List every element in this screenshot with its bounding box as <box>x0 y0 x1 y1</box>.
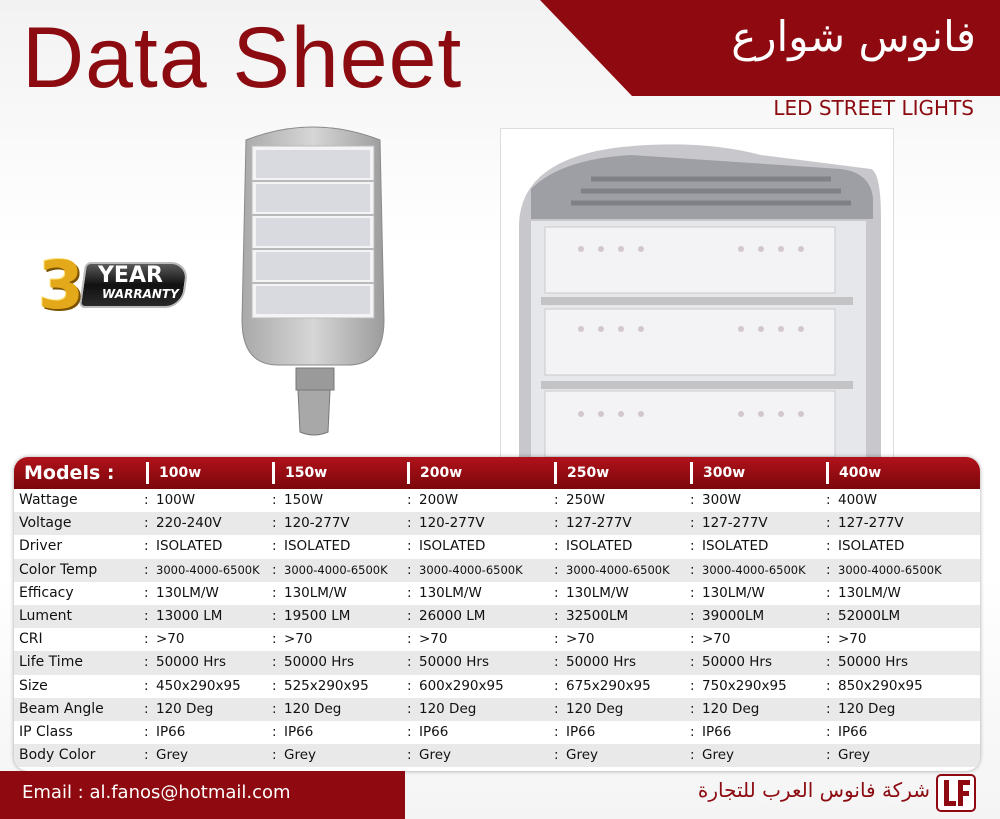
table-cell: 130LM/W <box>419 584 482 601</box>
cell-separator: : <box>144 561 149 578</box>
cell-separator: : <box>826 677 831 694</box>
cell-separator: : <box>690 654 695 671</box>
cell-separator: : <box>826 515 831 532</box>
table-cell: IP66 <box>284 723 314 740</box>
cell-separator: : <box>554 515 559 532</box>
table-cell: 220-240V <box>156 515 222 532</box>
table-cell: 250W <box>566 492 606 508</box>
cell-separator: : <box>826 492 831 508</box>
table-cell: 150W <box>284 492 324 508</box>
cell-separator: : <box>826 584 831 601</box>
table-cell: 3000-4000-6500K <box>156 562 260 577</box>
table-row <box>14 489 980 512</box>
cell-separator: : <box>554 607 559 624</box>
table-cell: 127-277V <box>566 515 632 532</box>
row-label: IP Class <box>19 723 73 740</box>
table-cell: 50000 Hrs <box>419 654 489 671</box>
arabic-title: فانوس شوارع <box>731 12 976 61</box>
cell-separator: : <box>554 747 559 764</box>
cell-separator: : <box>144 723 149 740</box>
row-label: Beam Angle <box>19 700 104 717</box>
spec-table-body <box>14 489 980 767</box>
page-title: Data Sheet <box>22 10 463 106</box>
table-cell: 750x290x95 <box>702 677 787 694</box>
table-cell: ISOLATED <box>702 538 769 555</box>
cell-separator: : <box>690 584 695 601</box>
table-cell: 50000 Hrs <box>702 654 772 671</box>
cell-separator: : <box>690 538 695 555</box>
table-cell: 130LM/W <box>566 584 629 601</box>
cell-separator: : <box>690 561 695 578</box>
cell-separator: : <box>144 654 149 671</box>
cell-separator: : <box>554 654 559 671</box>
table-cell: 3000-4000-6500K <box>419 562 523 577</box>
row-label: CRI <box>19 631 43 648</box>
model-header: 250w <box>554 462 609 484</box>
model-header: 100w <box>146 462 201 484</box>
cell-separator: : <box>272 492 277 508</box>
street-light-closeup-photo <box>500 128 894 458</box>
cell-separator: : <box>690 723 695 740</box>
table-row <box>14 559 980 582</box>
cell-separator: : <box>554 677 559 694</box>
table-cell: 3000-4000-6500K <box>838 562 942 577</box>
cell-separator: : <box>407 492 412 508</box>
cell-separator: : <box>554 538 559 555</box>
table-cell: 120 Deg <box>284 700 342 717</box>
cell-separator: : <box>690 607 695 624</box>
cell-separator: : <box>554 584 559 601</box>
cell-separator: : <box>690 515 695 532</box>
table-cell: 300W <box>702 492 742 508</box>
cell-separator: : <box>826 654 831 671</box>
table-cell: 19500 LM <box>284 607 351 624</box>
table-cell: IP66 <box>419 723 449 740</box>
cell-separator: : <box>272 584 277 601</box>
table-cell: 600x290x95 <box>419 677 504 694</box>
table-cell: >70 <box>419 631 448 648</box>
cell-separator: : <box>144 607 149 624</box>
cell-separator: : <box>272 700 277 717</box>
table-cell: 120-277V <box>284 515 350 532</box>
table-cell: ISOLATED <box>566 538 633 555</box>
table-cell: Grey <box>838 747 871 764</box>
cell-separator: : <box>272 677 277 694</box>
table-row <box>14 651 980 674</box>
table-cell: ISOLATED <box>838 538 905 555</box>
table-cell: 26000 LM <box>419 607 486 624</box>
cell-separator: : <box>144 538 149 555</box>
cell-separator: : <box>272 631 277 648</box>
cell-separator: : <box>407 515 412 532</box>
cell-separator: : <box>272 607 277 624</box>
table-cell: 52000LM <box>838 607 901 624</box>
cell-separator: : <box>272 654 277 671</box>
table-cell: IP66 <box>156 723 186 740</box>
cell-separator: : <box>554 723 559 740</box>
table-cell: 400W <box>838 492 878 508</box>
table-cell: ISOLATED <box>284 538 351 555</box>
warranty-badge <box>38 247 188 324</box>
cell-separator: : <box>826 700 831 717</box>
cell-separator: : <box>407 700 412 717</box>
table-cell: IP66 <box>566 723 596 740</box>
cell-separator: : <box>407 747 412 764</box>
row-label: Lument <box>19 607 73 624</box>
row-label: Voltage <box>19 515 72 532</box>
model-header: 300w <box>690 462 745 484</box>
cell-separator: : <box>272 538 277 555</box>
cell-separator: : <box>272 515 277 532</box>
table-row <box>14 721 980 744</box>
cell-separator: : <box>690 677 695 694</box>
cell-separator: : <box>826 631 831 648</box>
cell-separator: : <box>407 723 412 740</box>
cell-separator: : <box>407 561 412 578</box>
table-cell: >70 <box>156 631 185 648</box>
table-cell: 3000-4000-6500K <box>702 562 806 577</box>
table-cell: Grey <box>419 747 452 764</box>
table-cell: Grey <box>702 747 735 764</box>
cell-separator: : <box>144 515 149 532</box>
contact-email[interactable]: Email : al.fanos@hotmail.com <box>22 782 291 803</box>
model-header: 200w <box>407 462 462 484</box>
table-cell: 3000-4000-6500K <box>566 562 670 577</box>
cell-separator: : <box>554 561 559 578</box>
cell-separator: : <box>826 607 831 624</box>
spec-table-header <box>14 457 980 489</box>
cell-separator: : <box>272 723 277 740</box>
model-header: 400w <box>826 462 881 484</box>
table-cell: 120-277V <box>419 515 485 532</box>
cell-separator: : <box>144 747 149 764</box>
table-cell: 39000LM <box>702 607 765 624</box>
row-label: Wattage <box>19 492 78 508</box>
cell-separator: : <box>554 700 559 717</box>
cell-separator: : <box>407 654 412 671</box>
table-row <box>14 535 980 558</box>
table-row <box>14 698 980 721</box>
table-cell: 50000 Hrs <box>156 654 226 671</box>
table-cell: 13000 LM <box>156 607 223 624</box>
table-cell: 850x290x95 <box>838 677 923 694</box>
table-cell: 120 Deg <box>838 700 896 717</box>
cell-separator: : <box>407 631 412 648</box>
warranty-number: 3 <box>38 247 84 324</box>
table-cell: >70 <box>566 631 595 648</box>
table-cell: 120 Deg <box>156 700 214 717</box>
table-cell: 130LM/W <box>156 584 219 601</box>
table-cell: >70 <box>702 631 731 648</box>
cell-separator: : <box>144 700 149 717</box>
cell-separator: : <box>826 538 831 555</box>
company-logo <box>936 774 976 812</box>
table-cell: 50000 Hrs <box>284 654 354 671</box>
table-cell: 50000 Hrs <box>838 654 908 671</box>
cell-separator: : <box>407 607 412 624</box>
table-cell: 130LM/W <box>702 584 765 601</box>
table-cell: 525x290x95 <box>284 677 369 694</box>
table-cell: IP66 <box>838 723 868 740</box>
table-cell: 130LM/W <box>838 584 901 601</box>
cell-separator: : <box>554 492 559 508</box>
cell-separator: : <box>272 747 277 764</box>
table-cell: 120 Deg <box>566 700 624 717</box>
warranty-label: WARRANTY <box>102 287 179 301</box>
table-cell: 675x290x95 <box>566 677 651 694</box>
table-cell: 100W <box>156 492 196 508</box>
row-label: Life Time <box>19 654 83 671</box>
table-cell: Grey <box>284 747 317 764</box>
table-cell: 127-277V <box>702 515 768 532</box>
product-subtitle: LED STREET LIGHTS <box>773 96 974 120</box>
model-header: 150w <box>272 462 327 484</box>
cell-separator: : <box>826 723 831 740</box>
cell-separator: : <box>144 492 149 508</box>
table-cell: 32500LM <box>566 607 629 624</box>
table-cell: 50000 Hrs <box>566 654 636 671</box>
table-cell: ISOLATED <box>419 538 486 555</box>
cell-separator: : <box>690 747 695 764</box>
row-label: Size <box>19 677 48 694</box>
cell-separator: : <box>407 677 412 694</box>
warranty-year-label: YEAR <box>98 263 163 288</box>
models-label: Models : <box>24 462 115 484</box>
table-cell: 450x290x95 <box>156 677 241 694</box>
street-light-image <box>238 120 388 438</box>
cell-separator: : <box>690 631 695 648</box>
table-cell: ISOLATED <box>156 538 223 555</box>
row-label: Driver <box>19 538 63 555</box>
cell-separator: : <box>690 700 695 717</box>
cell-separator: : <box>826 747 831 764</box>
cell-separator: : <box>272 561 277 578</box>
row-label: Efficacy <box>19 584 74 601</box>
company-name: شركة فانوس العرب للتجارة <box>697 778 930 802</box>
table-cell: Grey <box>566 747 599 764</box>
cell-separator: : <box>407 584 412 601</box>
table-row <box>14 582 980 605</box>
spec-table <box>14 457 980 771</box>
row-label: Body Color <box>19 747 96 764</box>
table-cell: 120 Deg <box>419 700 477 717</box>
table-row <box>14 628 980 651</box>
cell-separator: : <box>144 584 149 601</box>
cell-separator: : <box>407 538 412 555</box>
table-row <box>14 675 980 698</box>
table-row <box>14 744 980 767</box>
table-cell: 130LM/W <box>284 584 347 601</box>
table-cell: Grey <box>156 747 189 764</box>
cell-separator: : <box>144 631 149 648</box>
cell-separator: : <box>554 631 559 648</box>
table-cell: 200W <box>419 492 459 508</box>
table-row <box>14 512 980 535</box>
cell-separator: : <box>144 677 149 694</box>
table-cell: 3000-4000-6500K <box>284 562 388 577</box>
cell-separator: : <box>690 492 695 508</box>
row-label: Color Temp <box>19 561 98 578</box>
table-cell: >70 <box>838 631 867 648</box>
table-cell: 127-277V <box>838 515 904 532</box>
cell-separator: : <box>826 561 831 578</box>
table-cell: IP66 <box>702 723 732 740</box>
table-cell: 120 Deg <box>702 700 760 717</box>
table-row <box>14 605 980 628</box>
table-cell: >70 <box>284 631 313 648</box>
